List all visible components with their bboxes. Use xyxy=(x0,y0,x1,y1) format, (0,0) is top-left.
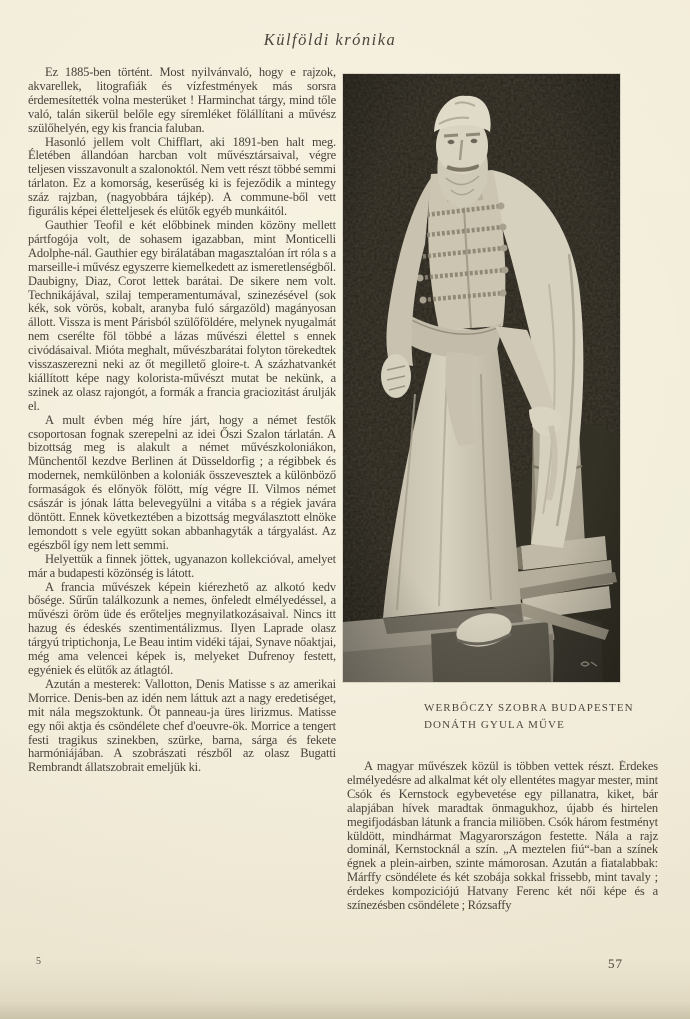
statue-photo xyxy=(343,74,620,682)
photo-caption xyxy=(424,700,634,733)
paragraph: Helyettük a finnek jöttek, ugyanazon kollekcióval, amelyet már a budapesti közönség is látott. xyxy=(28,551,336,580)
photo-vignette xyxy=(343,74,620,682)
printers-signature-mark: 5 xyxy=(36,956,41,967)
paragraph: Hasonló jellem volt Chifflart, aki 1891-ben halt meg. Életében állandóan harcban volt művésztársaival, végre teljesen visszavonult a szalonoktól. Nem vett részt többé semmi tárlaton. Ez a komorság, keserűség ki is fejeződik a mintegy száz rajzban, (nagyobbára tájkép). A commune-ből vett figurális képei életteljesek és elütők egyéb munkáitól. xyxy=(28,134,336,219)
paragraph: A magyar művészek közül is többen vettek részt. Érdekes elmélyedésre ad alkalmat két oly ellentétes magyar mester, mint Csók és Kernstock egybevetése egy pillanatra, kiket, bár alapjában hívek maradtak önmagukhoz, újabb és hirtelen megifjodásban látunk a francia miliöben. Csók három festményt küldött, mindhármat Magyarországon festette. Nála a rajz dominál, Kernstocknál a szín. „A meztelen fiú“-ban a színek égnek a plein-airben, szinte mámorosan. Azután a fiatalabbak: Márffy csöndélete és két szobája sokkal frissebb, mint tavaly ; érdekes kompoziciójú Hatvany Ferenc két női képe és a színezésben csöndélete ; Rózsaffy xyxy=(347,760,658,913)
paragraph: A mult évben még híre járt, hogy a német festők csoportosan fognak szerepelni az idei Őszi Szalon tárlatán. A bizottság meg is alakult a német művészkoloniákon, Münchentől kezdve Berlinen át Düsseldorfig ; a régibbek és modernek, nemkülönben a koloniák összevesztek a különböző formaságok és előnyök fölött, míg végre II. Vilmos német császár is jónak látta belevegyülni a vitába s a régiek javára döntött. Ennek következtében a bizottság megválasztott elnöke lemondott s vele együtt sokan abbanhagyták a tárgyalást. Az egészből így nem lett semmi. xyxy=(28,412,336,552)
paragraph: Ez 1885-ben történt. Most nyilvánvaló, hogy e rajzok, akvarellek, litografiák és vízfestmények más sorsra érdemesítették volna mesterüket ! Harminchat tárgy, mind tőle való, talán sikerül belőle egy síremléket fölállítani a művész szülőhelyén, egy kis francia faluban. xyxy=(28,66,336,135)
paragraph: Azután a mesterek: Vallotton, Denis Matisse s az amerikai Morrice. Denis-ben az idén nem láttuk azt a nagy eredetiséget, mit nála megszoktunk. Öt panneau-ja üres lirizmus. Matisse egy női aktja és csöndélete chef d'oeuvre-ök. Morrice a tengert festi tragikus szinekben, szürke, barna, sárga és fekete harmóniájában. A szobrászati részből az olasz Bugatti Rembrandt állatszobrait emeljük ki. xyxy=(28,676,336,775)
right-column xyxy=(347,760,658,913)
page-header-title: Külföldi krónika xyxy=(263,30,397,49)
page-number: 57 xyxy=(608,956,623,971)
left-column xyxy=(28,66,336,775)
photo-caption-line2: DONÁTH GYULA MŰVE xyxy=(424,718,565,731)
paragraph: A francia művészek képein kiérezhető az alkotó kedv bősége. Sűrűn találkozunk a nemes, önfeledt elmélyedéssel, a művészi öröm üde és erőteljes megnyilatkozásaival. Nincs itt hazug és édeskés szentimentálizmus. Ilyen Laprade olasz tárgyú triptichonja, Le Beau intim vidéki tájai, Synave nőaktjai, még ama velencei képek is, melyeket Dufrenoy festett, egyéniek és elütők az átlagtól. xyxy=(28,579,336,677)
photo-caption-line1: WERBŐCZY SZOBRA BUDAPESTEN xyxy=(424,702,634,714)
statue-photo-image xyxy=(343,74,620,682)
paragraph: Gauthier Teofil e két előbbinek minden közöny mellett pártfogója volt, de sohasem igazabban, mint Monticelli Adolphe-nál. Gauthier egy birálatában magasztalóan írt róla s a marseille-i művész egyszerre kiemelkedett az ismeretlenségből. Daubigny, Diaz, Corot lettek barátai. De sikere nem volt. Technikájával, szilaj temperamentumával, szinezésével (sok kék, sok vörös, kobalt, aranyba fuló sárgazöld) magányosan állott. Vissza is ment Párisból szülőföldére, melynek nyugalmát nem cserélte föl többé a lázas művészi élettel s ennek civódásaival. Mióta meghalt, művészbarátai folyton törekedtek visszaszerezni neki az őt megillető gloire-t. A százhatvankét kiállított képe nagy kolorista-művészt mutat be nekünk, a szinek az olasz rajongót, a formák a francia graciozitást árulják el. xyxy=(28,217,336,413)
